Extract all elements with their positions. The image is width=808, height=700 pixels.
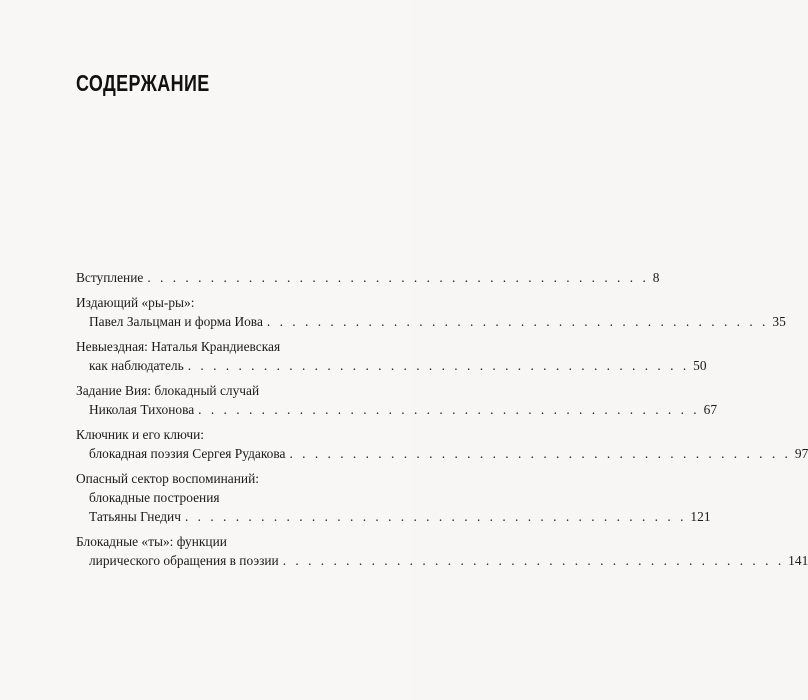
toc-entry (76, 268, 660, 287)
toc-page-number: 141 (788, 553, 808, 568)
dot-leader: . . . . . . . . . . . . . . . . . . . . . . . . . . . . . . . . . . . . . . . . (282, 553, 785, 568)
toc-line (76, 337, 384, 356)
toc-entry-title: Николая Тихонова (89, 402, 195, 417)
dot-leader: . . . . . . . . . . . . . . . . . . . . . . . . . . . . . . . . . . . . . . . . (289, 446, 791, 461)
page-title: СОДЕРЖАНИЕ (76, 70, 210, 96)
toc-page-number: 35 (772, 314, 786, 329)
table-of-contents (76, 268, 808, 576)
dot-leader: . . . . . . . . . . . . . . . . . . . . . . . . . . . . . . . . . . . . . . . . (198, 402, 700, 417)
toc-entry-title: Опасный сектор воспоминаний: (76, 471, 259, 486)
dot-leader: . . . . . . . . . . . . . . . . . . . . . . . . . . . . . . . . . . . . . . . . (147, 270, 649, 285)
toc-line (76, 425, 384, 444)
toc-entry-title: как наблюдатель (89, 358, 184, 373)
toc-entry (76, 425, 808, 463)
toc-entry (76, 381, 718, 419)
toc-line (76, 400, 718, 419)
toc-line (76, 469, 384, 488)
toc-entry-title: Татьяны Гнедич (89, 509, 181, 524)
toc-entry-title: блокадные построения (89, 490, 220, 505)
toc-entry (76, 469, 711, 526)
toc-entry-title: Невыездная: Наталья Крандиевская (76, 339, 281, 354)
toc-entry-title: лирического обращения в поэзии (89, 553, 279, 568)
toc-entry-title: блокадная поэзия Сергея Рудакова (89, 446, 286, 461)
toc-line (76, 293, 384, 312)
toc-page-number: 50 (693, 358, 707, 373)
dot-leader: . . . . . . . . . . . . . . . . . . . . . . . . . . . . . . . . . . . . . . . . (266, 314, 769, 329)
toc-entry-title: Ключник и его ключи: (76, 427, 204, 442)
toc-line (76, 268, 660, 287)
toc-page-number: 121 (690, 509, 711, 524)
toc-line (76, 488, 384, 507)
toc-entry-title: Издающий «ры-ры»: (76, 295, 195, 310)
dot-leader: . . . . . . . . . . . . . . . . . . . . . . . . . . . . . . . . . . . . . . . . (187, 358, 690, 373)
toc-page-number: 97 (794, 446, 808, 461)
toc-entry (76, 532, 808, 570)
toc-line (76, 507, 711, 526)
toc-line (76, 551, 808, 570)
dot-leader: . . . . . . . . . . . . . . . . . . . . . . . . . . . . . . . . . . . . . . . . (184, 509, 687, 524)
toc-entry (76, 337, 707, 375)
toc-entry-title: Задание Вия: блокадный случай (76, 383, 260, 398)
toc-line (76, 312, 786, 331)
toc-line (76, 356, 707, 375)
toc-line (76, 532, 384, 551)
toc-page-number: 67 (703, 402, 718, 417)
toc-entry-title: Блокадные «ты»: функции (76, 534, 227, 549)
toc-entry (76, 293, 786, 331)
toc-line (76, 381, 384, 400)
toc-page-number: 8 (652, 270, 660, 285)
toc-line (76, 444, 808, 463)
toc-entry-title: Вступление (76, 270, 144, 285)
toc-entry-title: Павел Зальцман и форма Иова (89, 314, 263, 329)
